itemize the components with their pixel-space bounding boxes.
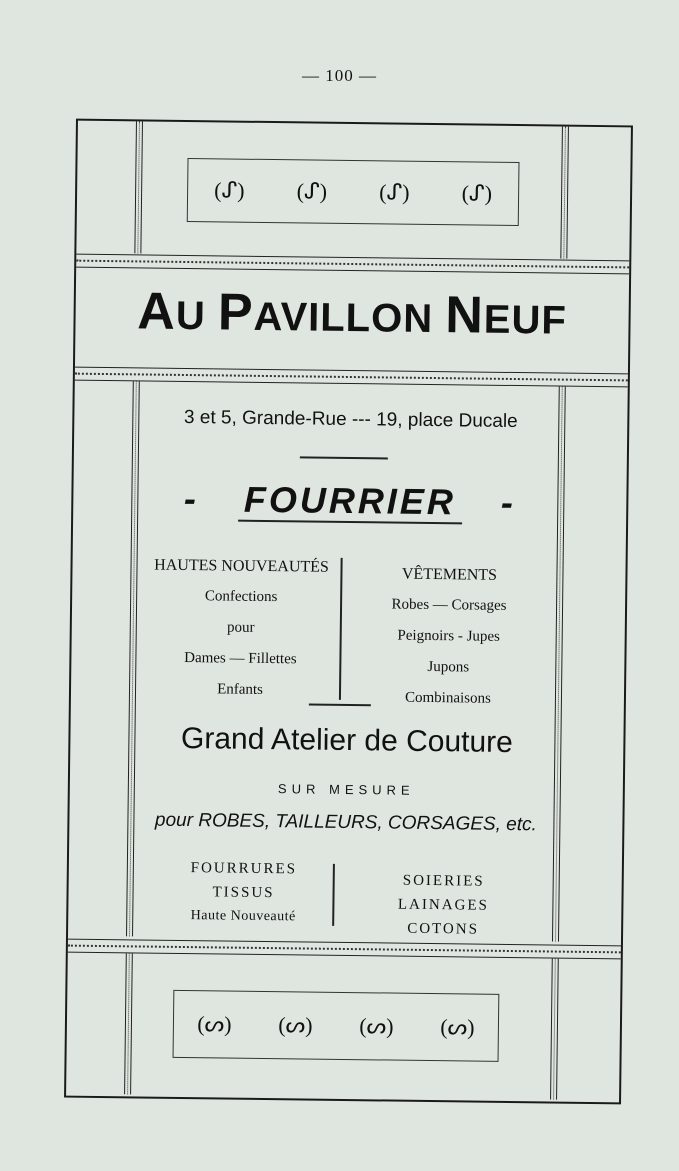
border-line [550, 959, 559, 1100]
column-divider [332, 864, 335, 926]
list-item: FOURRURES [190, 860, 298, 878]
divider-band [76, 254, 629, 275]
bottom-ornament-box [173, 990, 500, 1062]
list-item: LAINAGES [397, 896, 490, 914]
page-number: — 100 — [302, 66, 377, 85]
list-item: Haute Nouveauté [190, 908, 296, 925]
address: 3 et 5, Grande-Rue --- 19, place Ducale [183, 406, 518, 433]
left-column [145, 550, 337, 707]
ornament-icon: (ᔕ) [440, 1014, 475, 1040]
atelier-heading: Grand Atelier de Couture [180, 721, 514, 760]
right-column [353, 558, 545, 715]
ornament-icon: (ᔑ) [214, 177, 245, 203]
border-line [126, 381, 140, 936]
list-item: SOIERIES [402, 872, 485, 890]
separator-rule [300, 456, 388, 459]
column-divider [339, 558, 343, 700]
list-item: pour [226, 619, 255, 636]
ornament-icon: (ᔑ) [296, 178, 328, 204]
owner-name: - FOURRIER - [183, 477, 517, 524]
column-heading: VÊTEMENTS [401, 565, 498, 584]
list-item: Combinaisons [404, 689, 491, 707]
list-item: TISSUS [212, 884, 275, 902]
ornament-icon: (ᔕ) [359, 1013, 394, 1039]
bottom-right-column [358, 868, 529, 942]
watermark [0, 505, 679, 565]
list-item: Confections [204, 588, 278, 606]
divider-band [75, 367, 628, 388]
border-line [560, 127, 569, 259]
ornament-icon: (ᔕ) [197, 1011, 232, 1037]
ornament-icon: (ᔕ) [278, 1012, 313, 1038]
advertisement-frame [64, 119, 633, 1105]
list-item: Enfants [217, 681, 264, 698]
list-item: COTONS [407, 920, 480, 938]
list-item: Peignoirs - Jupes [397, 627, 501, 645]
divider-band [68, 939, 621, 960]
top-ornament-box [187, 158, 520, 226]
bottom-left-column [158, 856, 329, 930]
list-item: Jupons [427, 658, 470, 676]
ornament-icon: (ᔑ) [461, 180, 493, 206]
border-line [124, 953, 133, 1094]
mesure-text: SUR MESURE [277, 781, 415, 798]
ornament-icon: (ᔑ) [379, 179, 410, 205]
list-item: Dames — Fillettes [184, 649, 297, 668]
shop-title: AU PAVILLON NEUF [137, 282, 568, 345]
column-heading: HAUTES NOUVEAUTÉS [154, 556, 329, 576]
border-line [552, 387, 566, 942]
border-line [134, 121, 143, 253]
list-item: Robes — Corsages [391, 596, 507, 614]
services-line: pour ROBES, TAILLEURS, CORSAGES, etc. [154, 809, 537, 836]
